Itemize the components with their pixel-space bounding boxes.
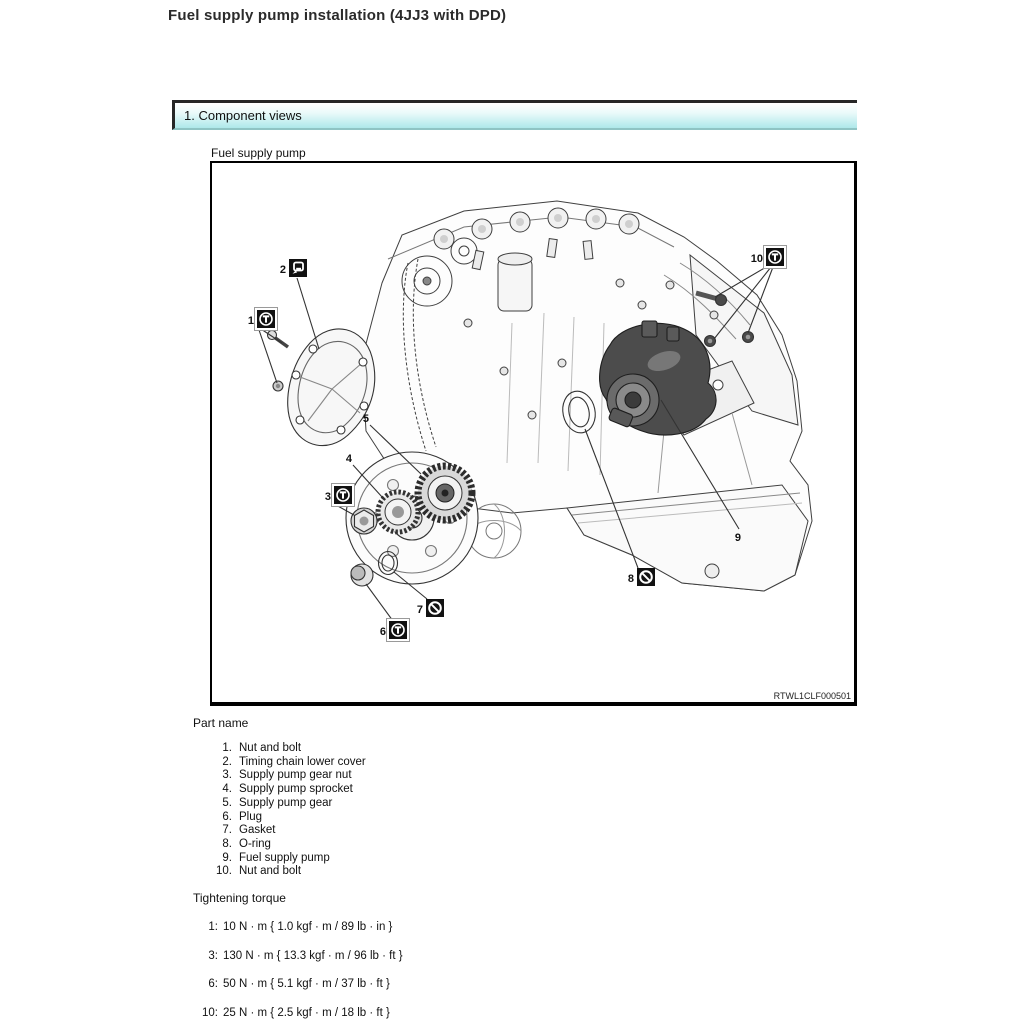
callout-number-6: 6 <box>379 626 386 638</box>
callout-number-9: 9 <box>734 532 741 544</box>
part-row <box>193 852 366 866</box>
torque-row <box>193 950 403 962</box>
part-row-text: Timing chain lower cover <box>239 755 366 768</box>
callout-number-10: 10 <box>750 253 763 265</box>
supply-pump-gear-nut <box>351 508 377 534</box>
torque-row <box>193 1007 403 1019</box>
figure-box <box>210 161 857 706</box>
torque-icon <box>764 246 787 269</box>
torque-row-number: 1: <box>208 921 218 933</box>
sealant-icon <box>289 259 307 277</box>
part-row-number: 7. <box>222 824 232 837</box>
section-header-component-views: 1. Component views <box>172 100 857 130</box>
torque-heading: Tightening torque <box>193 891 286 905</box>
torque-row <box>193 978 403 990</box>
part-row-number: 5. <box>222 796 232 809</box>
part-row <box>193 811 366 825</box>
part-row-number: 6. <box>222 810 232 823</box>
part-row-text: Supply pump gear nut <box>239 769 352 782</box>
torque-list <box>193 921 403 1019</box>
torque-icon <box>332 484 355 507</box>
callout-number-3: 3 <box>324 491 331 503</box>
part-row <box>193 797 366 811</box>
parts-block <box>193 716 366 879</box>
torque-block <box>193 891 403 1035</box>
torque-row-text: 130 N · m { 13.3 kgf · m / 96 lb · ft } <box>223 949 403 962</box>
figure-code: RTWL1CLF000501 <box>773 691 851 701</box>
torque-icon <box>387 619 410 642</box>
part-row-number: 8. <box>222 837 232 850</box>
part-row-text: Plug <box>239 810 263 823</box>
callout-number-4: 4 <box>345 453 352 465</box>
torque-icon <box>255 308 278 331</box>
part-row <box>193 824 366 838</box>
part-row-number: 4. <box>222 783 232 796</box>
part-row-text: Nut and bolt <box>239 742 302 754</box>
leader-line-6 <box>366 584 393 621</box>
part-row-text: Nut and bolt <box>239 865 302 878</box>
part-row-text: Supply pump gear <box>239 796 333 809</box>
torque-row <box>193 921 403 933</box>
callout-number-2: 2 <box>279 264 286 276</box>
torque-row-text: 50 N · m { 5.1 kgf · m / 37 lb · ft } <box>223 978 390 991</box>
part-row-number: 3. <box>222 769 232 782</box>
part-row-text: Gasket <box>239 824 276 837</box>
part-row-number: 10. <box>216 865 232 878</box>
part-row-text: Supply pump sprocket <box>239 783 353 796</box>
torque-row-number: 6: <box>208 978 218 991</box>
torque-row-text: 25 N · m { 2.5 kgf · m / 18 lb · ft } <box>223 1006 390 1019</box>
part-row-number: 2. <box>222 755 232 768</box>
torque-row-text: 10 N · m { 1.0 kgf · m / 89 lb · in } <box>223 921 393 933</box>
part-row-number: 9. <box>222 851 232 864</box>
part-row <box>193 838 366 852</box>
part-row-number: 1. <box>222 742 232 754</box>
no-reuse-icon <box>637 568 655 586</box>
parts-list <box>193 742 366 879</box>
part-row-text: O-ring <box>239 837 271 850</box>
timing-chain-lower-cover <box>288 329 375 446</box>
part-row <box>193 769 366 783</box>
part-row <box>193 865 366 879</box>
torque-row-number: 10: <box>202 1006 218 1019</box>
callout-number-7: 7 <box>416 604 423 616</box>
callout-number-8: 8 <box>627 573 634 585</box>
callout-number-1: 1 <box>247 315 254 327</box>
engine-diagram <box>212 163 854 702</box>
part-row-text: Fuel supply pump <box>239 851 330 864</box>
leader-line-2 <box>297 278 319 349</box>
part-row <box>193 756 366 770</box>
page-title: Fuel supply pump installation (4JJ3 with DPD) <box>168 7 507 24</box>
torque-row-number: 3: <box>208 949 218 962</box>
part-row <box>193 783 366 797</box>
no-reuse-icon <box>426 599 444 617</box>
parts-heading: Part name <box>193 716 249 730</box>
figure-label: Fuel supply pump <box>211 146 306 160</box>
part-row <box>193 742 366 756</box>
callout-number-5: 5 <box>362 413 369 425</box>
